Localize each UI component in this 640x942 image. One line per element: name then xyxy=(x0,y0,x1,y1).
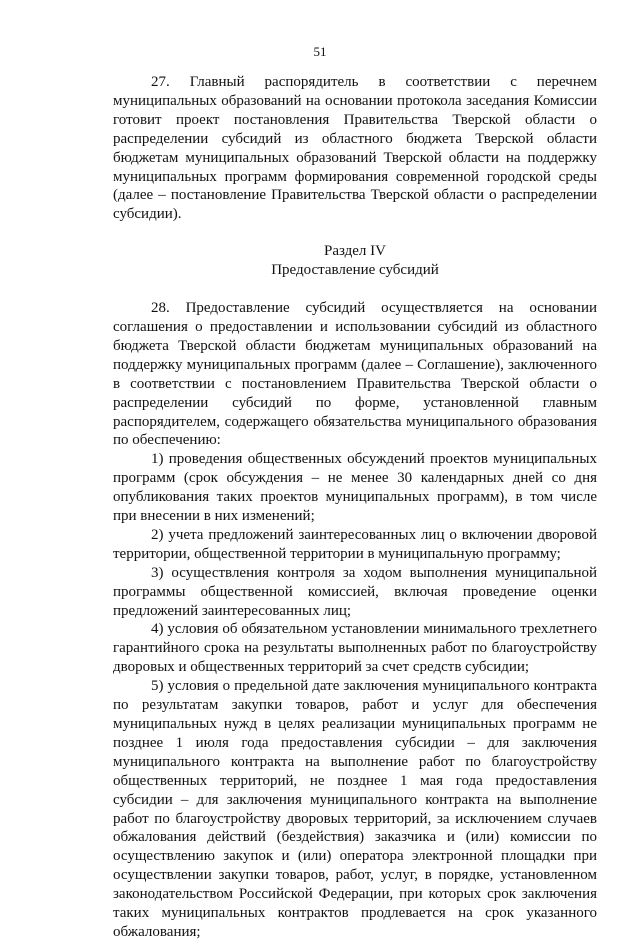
list-item-2: 2) учета предложений заинтересованных лиц о включении дворовой территории, общественной территории в муниципальную программу; xyxy=(113,526,597,562)
list-item-3: 3) осуществления контроля за ходом выполнения муниципальной программы общественной комиссией, включая проведение оценки предложений заинтересованных лиц; xyxy=(113,564,597,619)
section-number: Раздел IV xyxy=(323,243,386,260)
section-title: Предоставление субсидий xyxy=(271,262,439,279)
document-body xyxy=(113,73,597,942)
paragraph-28: 28. Предоставление субсидий осуществляется на основании соглашения о предоставлении и использовании субсидий из областного бюджета Тверской области бюджетам муниципальных образований на поддержку муниципальных программ (далее – Соглашение), заключенного в соответствии с постановлением Правительства Тверской области о распределении субсидий по форме, установленной главным распорядителем, содержащего обязательства муниципального образования по обеспечению: xyxy=(113,300,597,449)
paragraph-27: 27. Главный распорядитель в соответствии с перечнем муниципальных образований на основании протокола заседания Комиссии готовит проект постановления Правительства Тверской области о распределении субсидий из областного бюджета Тверской области бюджетам муниципальных образований Тверской области на поддержку муниципальных программ формирования современной городской среды (далее – постановление Правительства Тверской области о распределении субсидии). xyxy=(113,74,597,223)
list-item-1: 1) проведения общественных обсуждений проектов муниципальных программ (срок обсуждения – не менее 30 календарных дней со дня опубликования таких проектов муниципальных программ), в том числе при внесении в них изменений; xyxy=(113,451,597,525)
list-item-4: 4) условия об обязательном установлении минимального трехлетнего гарантийного срока на результаты выполненных работ по благоустройству дворовых и общественных территорий за счет средств субсидии; xyxy=(113,621,597,676)
list-item-5: 5) условия о предельной дате заключения муниципального контракта по результатам закупки товаров, работ и услуг для обеспечения муниципальных нужд в целях реализации муниципальных программ не позднее 1 июля года предоставления субсидии – для заключения муниципального контракта на выполнение работ по благоустройству общественных территорий, не позднее 1 мая года предоставления субсидии – для заключения муниципального контракта на выполнение работ по благоустройству дворовых территорий, за исключением случаев обжалования действий (бездействия) заказчика и (или) комиссии по осуществлению закупок и (или) оператора электронной площадки при осуществлении закупки товаров, работ, услуг, в порядке, установленном законодательством Российской Федерации, при которых срок заключения таких муниципальных контрактов продлевается на срок указанного обжалования; xyxy=(113,678,597,940)
page-number: 51 xyxy=(313,44,327,59)
